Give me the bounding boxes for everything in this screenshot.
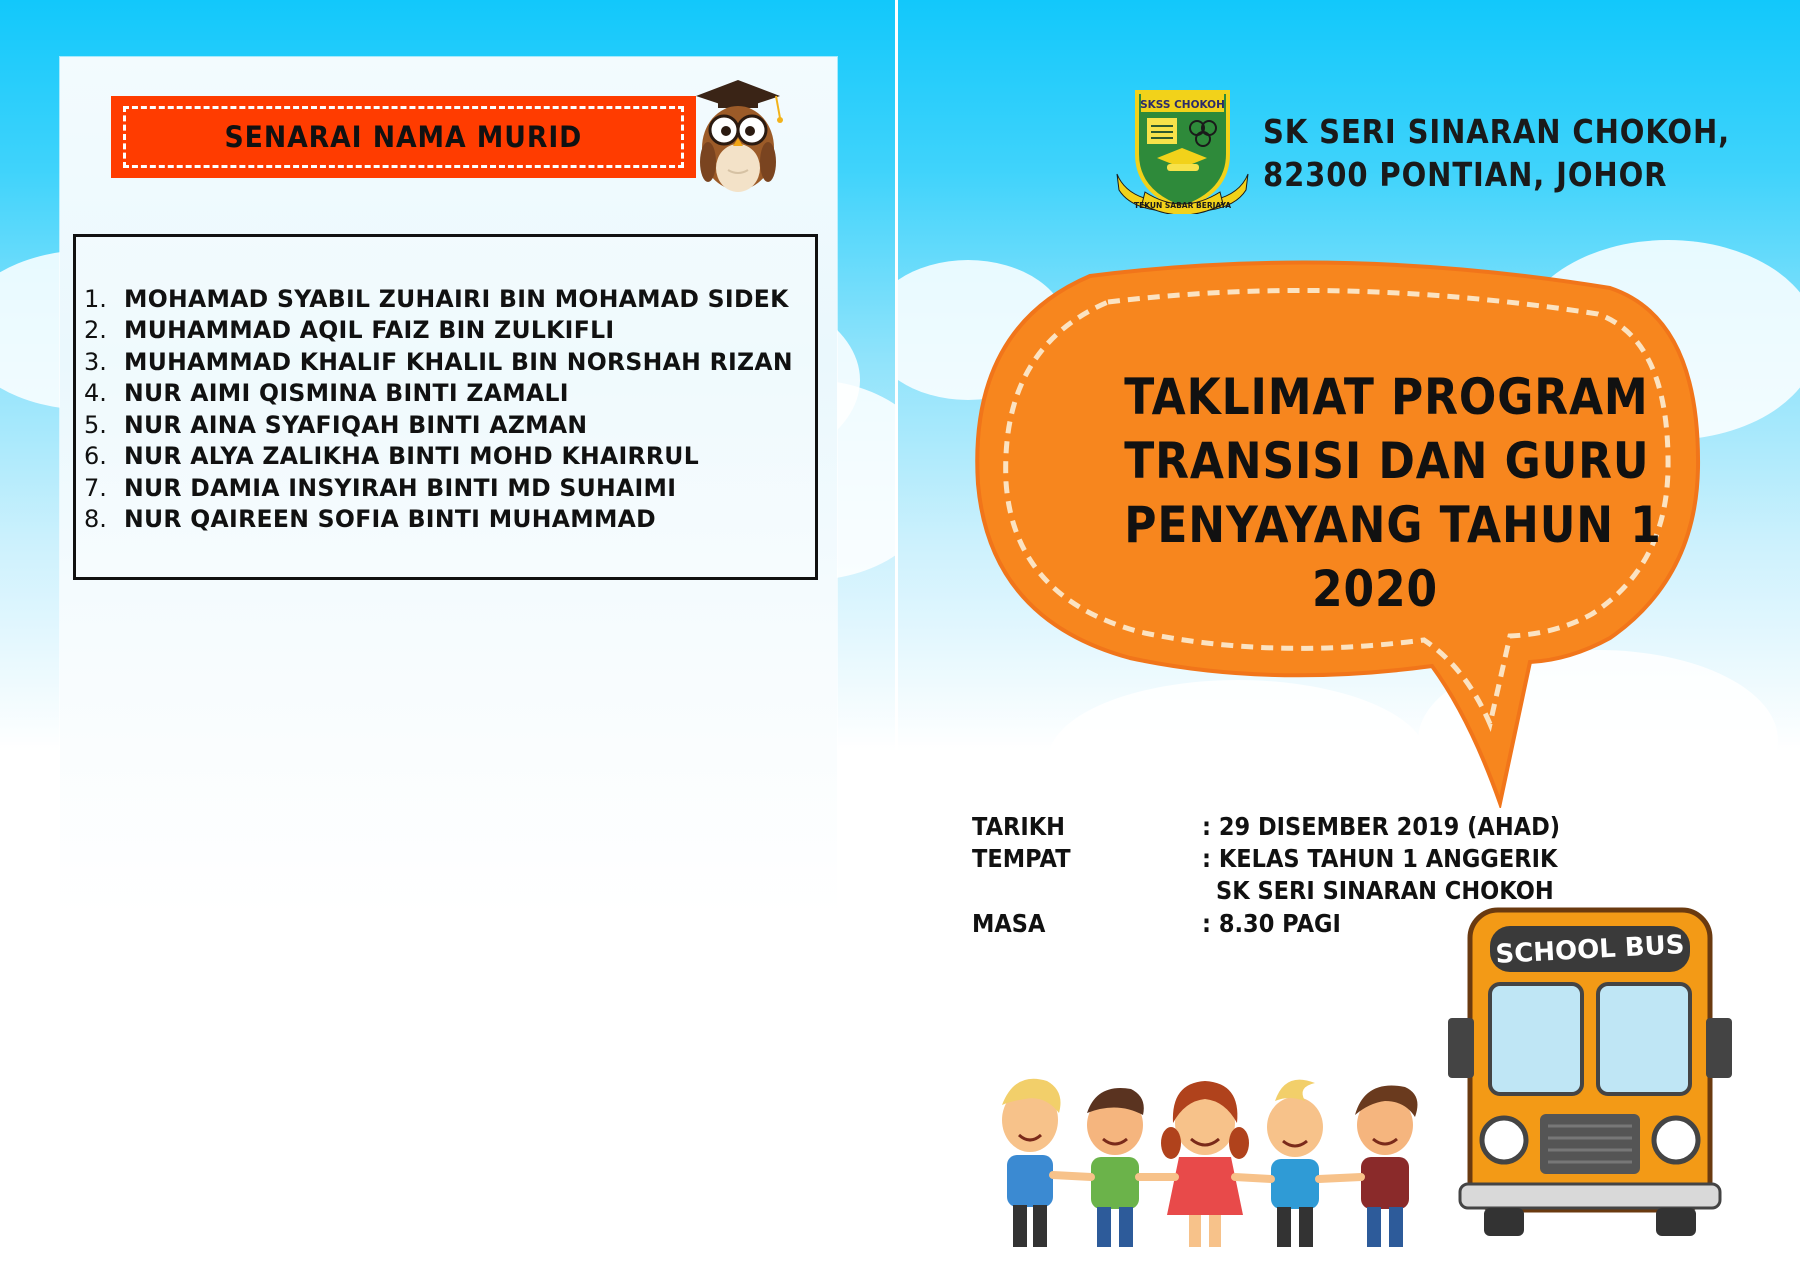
list-number: 8. bbox=[84, 505, 107, 534]
list-item bbox=[84, 409, 807, 441]
children-group-icon bbox=[985, 1065, 1445, 1265]
title-banner bbox=[111, 96, 696, 178]
list-number: 7. bbox=[84, 473, 107, 502]
student-name: NUR ALYA ZALIKHA BINTI MOHD KHAIRRUL bbox=[124, 442, 699, 471]
list-item bbox=[84, 378, 807, 410]
student-name: NUR AINA SYAFIQAH BINTI AZMAN bbox=[124, 410, 588, 439]
list-number: 2. bbox=[84, 316, 107, 345]
student-name-box bbox=[73, 234, 818, 580]
list-item bbox=[84, 346, 807, 378]
crest-motto: TEKUN SABAR BERJAYA bbox=[1133, 201, 1232, 210]
school-name: SK SERI SINARAN CHOKOH, bbox=[1263, 112, 1731, 151]
list-number: 4. bbox=[84, 379, 107, 408]
list-item bbox=[84, 472, 807, 504]
school-crest-icon bbox=[1115, 84, 1250, 214]
page-title: SENARAI NAMA MURID bbox=[224, 120, 583, 154]
student-name: NUR DAMIA INSYIRAH BINTI MD SUHAIMI bbox=[124, 473, 677, 502]
list-number: 6. bbox=[84, 442, 107, 471]
headline-line: TAKLIMAT PROGRAM bbox=[1124, 368, 1649, 426]
crest-top-text: SKSS CHOKOH bbox=[1140, 99, 1225, 111]
list-item bbox=[84, 283, 807, 315]
headline-line: PENYAYANG TAHUN 1 bbox=[1124, 496, 1662, 554]
list-number: 3. bbox=[84, 347, 107, 376]
school-bus-icon bbox=[1440, 900, 1740, 1240]
student-name: MUHAMMAD KHALIF KHALIL BIN NORSHAH RIZAN bbox=[124, 347, 793, 376]
student-name: MUHAMMAD AQIL FAIZ BIN ZULKIFLI bbox=[124, 316, 615, 345]
headline-line: 2020 bbox=[1311, 560, 1438, 618]
list-item bbox=[84, 504, 807, 536]
tempat-label: TEMPAT bbox=[972, 844, 1071, 873]
tempat-value-line2: SK SERI SINARAN CHOKOH bbox=[1216, 876, 1554, 905]
tempat-value: : KELAS TAHUN 1 ANGGERIK bbox=[1202, 844, 1558, 873]
list-item bbox=[84, 441, 807, 473]
owl-graduate-icon bbox=[688, 78, 788, 198]
list-number: 1. bbox=[84, 284, 107, 313]
school-address: 82300 PONTIAN, JOHOR bbox=[1263, 155, 1668, 194]
tarikh-label: TARIKH bbox=[972, 812, 1065, 841]
headline-line: TRANSISI DAN GURU bbox=[1124, 432, 1650, 490]
tarikh-value: : 29 DISEMBER 2019 (AHAD) bbox=[1202, 812, 1561, 841]
masa-label: MASA bbox=[972, 909, 1046, 938]
student-name: NUR QAIREEN SOFIA BINTI MUHAMMAD bbox=[124, 505, 656, 534]
list-item bbox=[84, 315, 807, 347]
student-list bbox=[84, 283, 807, 535]
title-banner-border bbox=[123, 106, 684, 168]
student-name: NUR AIMI QISMINA BINTI ZAMALI bbox=[124, 379, 569, 408]
bus-sign-text: SCHOOL BUS bbox=[1494, 930, 1686, 970]
list-number: 5. bbox=[84, 410, 107, 439]
masa-value: : 8.30 PAGI bbox=[1202, 909, 1341, 938]
left-page bbox=[0, 0, 895, 1273]
student-name: MOHAMAD SYABIL ZUHAIRI BIN MOHAMAD SIDEK bbox=[124, 284, 789, 313]
